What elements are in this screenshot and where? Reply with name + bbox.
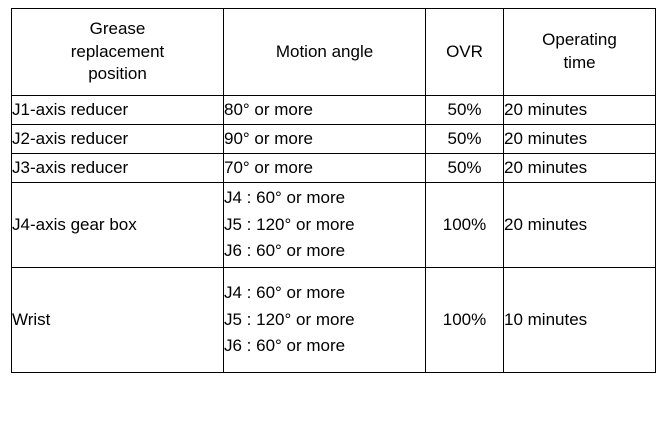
table-row <box>12 154 656 183</box>
table-header-row <box>12 9 656 96</box>
cell-operating-time: 10 minutes <box>504 268 656 373</box>
cell-motion-angle <box>224 96 426 125</box>
angle-line: 70° or more <box>224 157 314 177</box>
angle-lines <box>224 97 425 123</box>
cell-motion-angle <box>224 125 426 154</box>
angle-line: J6 : 60° or more <box>224 241 346 261</box>
table-row <box>12 96 656 125</box>
cell-position: J2-axis reducer <box>12 125 224 154</box>
column-header-grease-replacement-position <box>12 9 224 96</box>
table-row <box>12 125 656 154</box>
table-body <box>12 96 656 373</box>
angle-line: J4 : 60° or more <box>224 188 346 208</box>
angle-line: J5 : 120° or more <box>224 309 355 329</box>
table-row <box>12 183 656 268</box>
cell-operating-time: 20 minutes <box>504 125 656 154</box>
column-header-ovr <box>426 9 504 96</box>
cell-ovr: 100% <box>426 183 504 268</box>
cell-operating-time: 20 minutes <box>504 96 656 125</box>
angle-line: J6 : 60° or more <box>224 336 346 356</box>
cell-operating-time: 20 minutes <box>504 183 656 268</box>
cell-operating-time: 20 minutes <box>504 154 656 183</box>
column-header-operating-time <box>504 9 656 96</box>
cell-motion-angle <box>224 154 426 183</box>
header-line: OVR <box>446 41 483 61</box>
angle-lines <box>224 185 425 264</box>
column-header-motion-angle <box>224 9 426 96</box>
header-line: replacement <box>70 41 165 61</box>
header-line: Grease <box>89 18 146 38</box>
cell-motion-angle <box>224 268 426 373</box>
angle-line: J4 : 60° or more <box>224 283 346 303</box>
angle-lines <box>224 280 425 359</box>
table-header <box>12 9 656 96</box>
grease-replacement-table <box>11 8 656 373</box>
angle-lines <box>224 155 425 181</box>
header-line: Operating <box>542 30 617 50</box>
cell-ovr: 50% <box>426 154 504 183</box>
cell-motion-angle <box>224 183 426 268</box>
angle-lines <box>224 126 425 152</box>
angle-line: 90° or more <box>224 128 314 148</box>
header-line: Motion angle <box>275 41 374 61</box>
header-line: position <box>88 64 147 84</box>
cell-position: Wrist <box>12 268 224 373</box>
cell-position: J1-axis reducer <box>12 96 224 125</box>
cell-position: J3-axis reducer <box>12 154 224 183</box>
cell-ovr: 100% <box>426 268 504 373</box>
cell-position: J4-axis gear box <box>12 183 224 268</box>
cell-ovr: 50% <box>426 125 504 154</box>
header-line: time <box>563 53 596 72</box>
cell-ovr: 50% <box>426 96 504 125</box>
table-row <box>12 268 656 373</box>
angle-line: 80° or more <box>224 99 314 119</box>
angle-line: J5 : 120° or more <box>224 214 355 234</box>
